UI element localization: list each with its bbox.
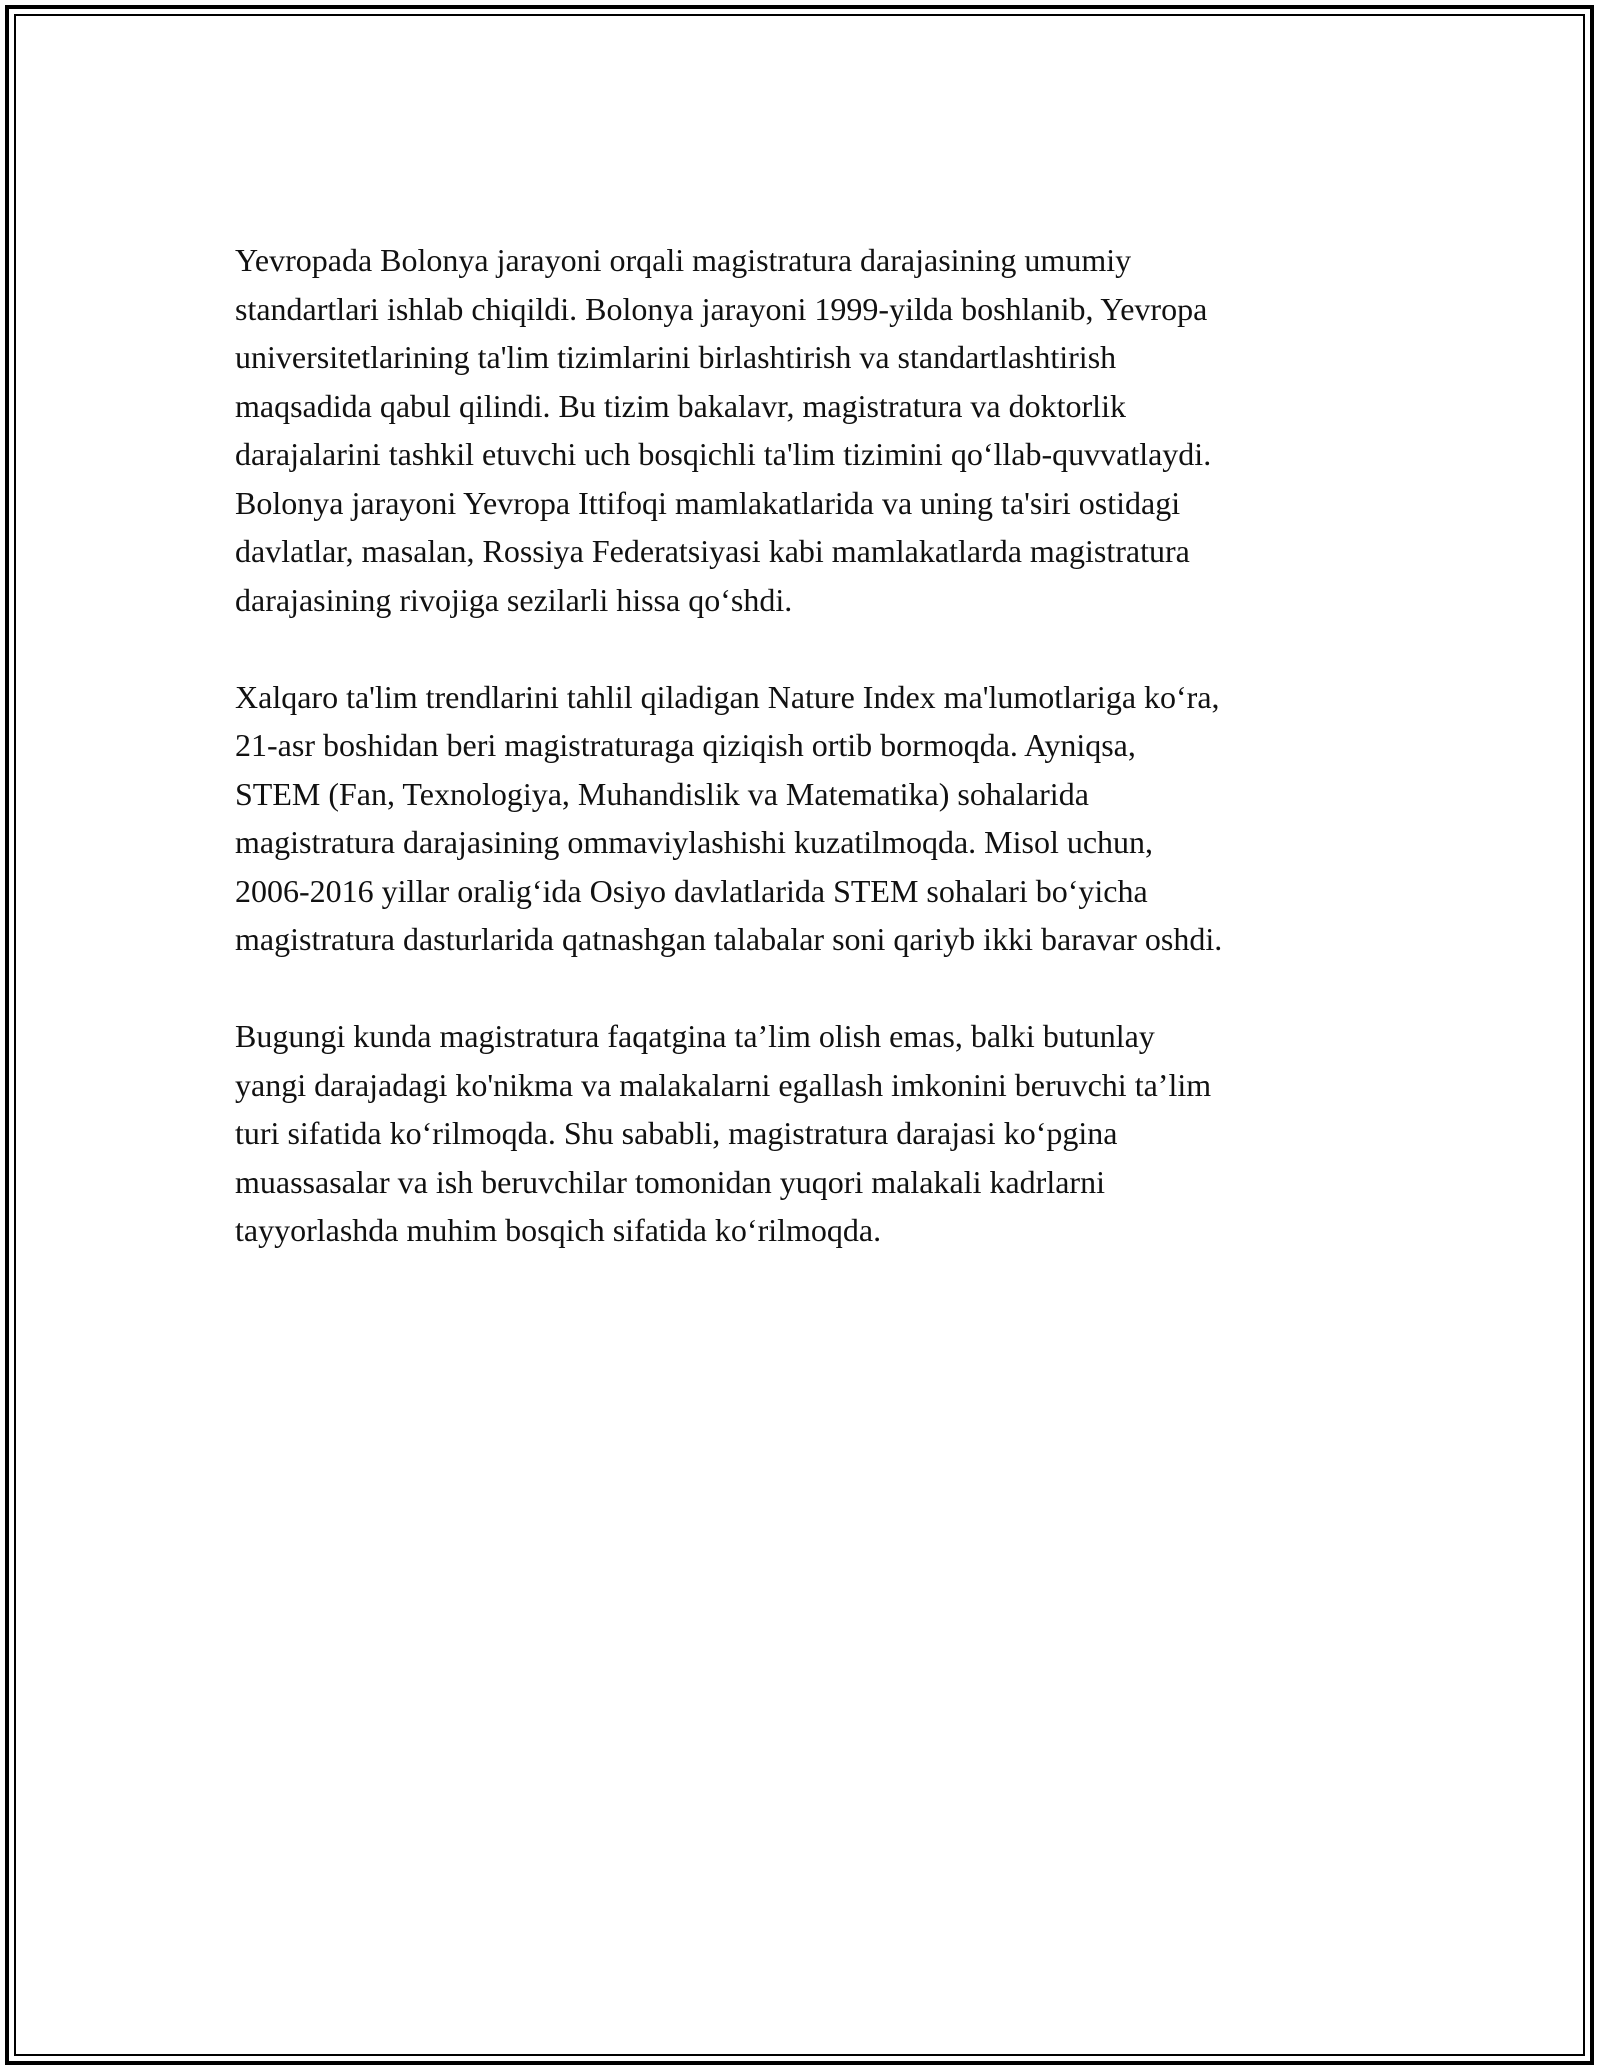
text-line: maqsadida qabul qilindi. Bu tizim bakalavr, magistratura va doktorlik <box>235 387 1126 424</box>
text-line: Bolonya jarayoni Yevropa Ittifoqi mamlakatlarida va uning ta'siri ostidagi <box>235 484 1181 521</box>
text-line: Xalqaro ta'lim trendlarini tahlil qiladigan Nature Index ma'lumotlariga ko‘ra, <box>235 678 1220 715</box>
text-line: 21-asr boshidan beri magistraturaga qiziqish ortib bormoqda. Ayniqsa, <box>235 727 1136 763</box>
text-line: darajasining rivojiga sezilarli hissa qo‘shdi. <box>235 581 793 618</box>
text-line: magistratura dasturlarida qatnashgan talabalar soni qariyb ikki baravar oshdi. <box>235 921 1223 957</box>
text-line: davlatlar, masalan, Rossiya Federatsiyasi kabi mamlakatlarda magistratura <box>235 533 1190 569</box>
text-line: turi sifatida ko‘rilmoqda. Shu sababli, magistratura darajasi ko‘pgina <box>235 1115 1118 1151</box>
text-line: darajalarini tashkil etuvchi uch bosqichli ta'lim tizimini qo‘llab-quvvatlaydi. <box>235 436 1212 472</box>
text-line: muassasalar va ish beruvchilar tomonidan yuqori malakali kadrlarni <box>235 1163 1105 1200</box>
document-body <box>235 236 1375 1303</box>
text-line: STEM (Fan, Texnologiya, Muhandislik va Matematika) sohalarida <box>235 775 1089 812</box>
text-line: magistratura darajasining ommaviylashishi kuzatilmoqda. Misol uchun, <box>235 824 1154 860</box>
text-line: tayyorlashda muhim bosqich sifatida ko‘rilmoqda. <box>235 1212 882 1248</box>
paragraph-bugungi-kunda <box>235 1012 1375 1255</box>
paragraph-nature-index <box>235 673 1375 964</box>
text-line: Bugungi kunda magistratura faqatgina ta’lim olish emas, balki butunlay <box>235 1018 1155 1054</box>
text-line: Yevropada Bolonya jarayoni orqali magistratura darajasining umumiy <box>235 242 1132 278</box>
text-line: 2006-2016 yillar oralig‘ida Osiyo davlatlarida STEM sohalari bo‘yicha <box>235 872 1148 909</box>
text-line: yangi darajadagi ko'nikma va malakalarni egallash imkonini beruvchi ta’lim <box>235 1066 1212 1103</box>
paragraph-bolonya <box>235 236 1375 624</box>
text-line: universitetlarining ta'lim tizimlarini birlashtirish va standartlashtirish <box>235 339 1117 375</box>
text-line: standartlari ishlab chiqildi. Bolonya jarayoni 1999-yilda boshlanib, Yevropa <box>235 290 1208 327</box>
